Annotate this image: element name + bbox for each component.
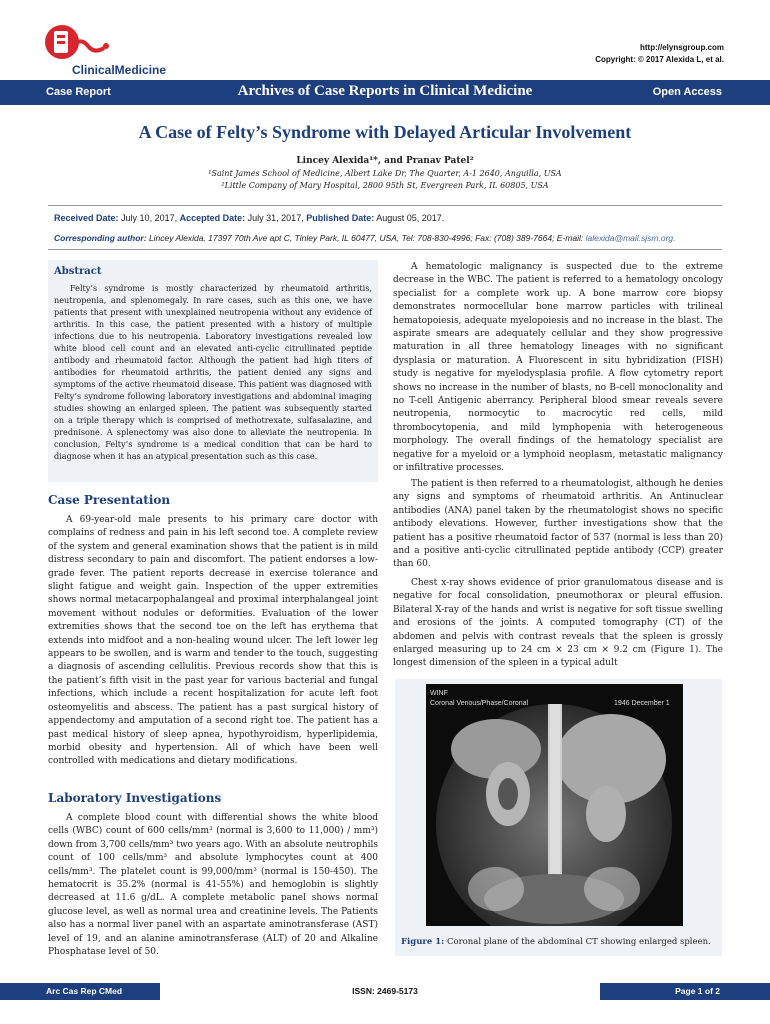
figure-caption: Figure 1: Coronal plane of the abdominal CT showing enlarged spleen. — [401, 937, 711, 947]
abstract-heading: Abstract — [54, 266, 102, 277]
authors: Lincey Alexida¹*, and Pranav Patel² — [296, 156, 474, 166]
journal-logo — [40, 22, 180, 80]
hematology-paragraph: A hematologic malignancy is suspected due to the extreme decrease in the WBC. The patient is referred to a hematology oncology specialist for a complete work up. A bone marrow core biopsy demonstrates normocellular bone marrow particles with trilineal hematopoiesis, adequate myelopoiesis and no increase in the blast. The aspirate smears are adequately cellular and they show progressive maturation in all three hematology lineages with no significant dysplasia or maturation. A Fluorescent in situ hybridization (FISH) study is negative for myelodysplasia profile. A flow cytometry report shows no increase in the number of blasts, no B-cell monoclonality and no T-cell Antigenic aberrancy. Peripheral blood smear reveals severe neutropenia, normocytic to macrocytic red cells, mild thrombocytopenia, and mild lymphopenia with heterogeneous morphology. The overall findings of the hematology specialist are negative for a myeloid or a lymphoid neoplasm, metastatic malignancy or infiltrative processes. — [393, 262, 723, 474]
abstract-box — [48, 260, 378, 482]
journal-url[interactable]: http://elynsgroup.com — [640, 43, 724, 52]
abstract-text: Felty’s syndrome is mostly characterized by rheumatoid arthritis, neutropenia, and splenomegaly. In rare cases, such as this one, we have patients that present with unexplained neutropenia without any evidence of arthritis. In this case, the patient presented with a history of multiple infections due to his neutropenia. Laboratory investigations revealed low white blood cell count and an elevated anti-cyclic citrullinated peptide antibody and rheumatoid factor. Although the patient had high titers of antibodies for rheumatoid arthritis, the patient denied any signs and symptoms of the active rheumatoid disease. This patient was diagnosed with Felty’s syndrome following laboratory investigations and abdominal imaging studies showing an enlarged spleen. The patient was subsequently started on a triple therapy which is comprised of methotrexate, sulfasalazine, and prednisone. A splenectomy was also done to alleviate the neutropenia. In conclusion, Felty’s syndrome is a medical condition that can be hard to diagnose when it has an atypical presentation such as this case. — [54, 283, 372, 461]
svg-text:1946 December 1: 1946 December 1 — [614, 700, 670, 707]
journal-url-block — [595, 42, 724, 66]
footer-issn: ISSN: 2469-5173 — [352, 986, 418, 996]
article-title: A Case of Felty’s Syndrome with Delayed Articular Involvement — [138, 122, 632, 142]
lab-text: A complete blood count with differential shows the white blood cells (WBC) count of 600 cells/mm³ (normal is 3,600 to 11,000) / mm³) down from 3,700 cells/mm³ two years ago. With an absolute neutrophils count of 100 cells/mm³ and absolute lymphocytes count at 400 cells/mm³. The platelet count is 99,000/mm³ (normal is 150-450). The hematocrit is 35.2% (normal is 41-55%) and hemoglobin is slightly decreased at 11.6 g/dL. A complete metabolic panel shows normal glucose level, as well as normal urea and creatinine levels. The Patients also has a normal liver panel with an aspartate aminotransferase (AST) level of 19, and an alanine aminotransferase (ALT) of 20 and Alkaline Phosphatase level of 50. — [48, 813, 378, 958]
footer-text — [0, 983, 770, 1000]
case-presentation-heading: Case Presentation — [48, 493, 171, 507]
svg-text:WINF: WINF — [430, 690, 448, 697]
affiliation-1: ¹Saint James School of Medicine, Albert Lake Dr, The Quarter, A-1 2640, Anguilla, USA — [208, 169, 562, 178]
rheumatology-paragraph: The patient is then referred to a rheumatologist, although he denies any signs and symptoms of rheumatoid arthritis. An Antinuclear antibodies (ANA) panel taken by the rheumatologist shows no specific antibody elevations. However, further investigations show that the patient has a positive rheumatoid factor of 537 (normal is less than 20) and a positive anti-cyclic citrullinated peptide antibody (CCP) greater than 60. — [393, 479, 723, 570]
email-link[interactable]: lalexida@mail.sjsm.org. — [585, 233, 676, 243]
figure-1 — [395, 679, 722, 956]
copyright: Copyright: © 2017 Alexida L, et al. — [595, 55, 724, 64]
article-type: Case Report — [46, 86, 111, 98]
svg-text:Coronal Venous/Phase/Coronal: Coronal Venous/Phase/Coronal — [430, 700, 529, 707]
imaging-paragraph: Chest x-ray shows evidence of prior granulomatous disease and is negative for focal consolidation, pneumothorax or pleural effusion. Bilateral X-ray of the hands and wrist is negative for soft tissue swelling and erosions of the joints. A computed tomography (CT) of the abdomen and pelvis with contrast reveals that the spleen is grossly enlarged measuring up to 24 cm × 23 cm × 9.2 cm (Figure 1). The longest dimension of the spleen in a typical adult — [393, 578, 723, 669]
journal-band — [0, 80, 770, 105]
open-access-label: Open Access — [652, 86, 722, 98]
case-presentation-text: A 69-year-old male presents to his primary care doctor with complains of redness and pain in his left second toe. A complete review of the system and general examination shows that the patient is in mild distress secondary to pain and discomfort. The patient endorses a low-grade fever. The patient reports decrease in exercise tolerance and slight fatigue and weight gain. Inspection of the upper extremities shows normal metacarpophalangeal and proximal interphalangeal joint movement without nodules or deformities. Evaluation of the lower extremities shows that the second toe on the left has erythema that extends into midfoot and a non-healing wound ulcer. The left lower leg appears to be swollen, and is warm and tender to the touch, suggesting a diagnosis of ascending cellulitis. Previous records show that this is the patient’s fifth visit in the past year for various bacterial and fungal infections, which include a recent hospitalization for acute left foot osteomyelitis and abscess. The patient has a past surgical history of appendectomy and amputation of a second right toe. The patient has a past medical history of sleep apnea, hypothyroidism, hyperlipidemia, morbid obesity and hypertension. All of which have been well controlled with medications and dietary modifications. — [48, 515, 378, 767]
footer-page-number: Page 1 of 2 — [675, 986, 720, 996]
affiliation-2: ²Little Company of Mary Hospital, 2800 95th St, Evergreen Park, IL 60805, USA — [221, 181, 549, 190]
footer-journal-abbrev: Arc Cas Rep CMed — [46, 986, 123, 996]
journal-title: Archives of Case Reports in Clinical Medicine — [237, 83, 533, 99]
dates-line: Received Date: July 10, 2017, Accepted Date: July 31, 2017, Published Date: August 05, 2017. — [54, 213, 445, 223]
svg-text:ClinicalMedicine: ClinicalMedicine — [72, 63, 167, 77]
corresponding-line: Corresponding author: Lincey Alexida, 17397 70th Ave apt C, Tinley Park, IL 60477, USA, Tel: 708-830-4996; Fax: (708) 389-7664; E-mail: lalexida@mail.sjsm.org. — [54, 233, 676, 243]
dates-box — [48, 205, 722, 250]
ct-scan-image — [426, 684, 683, 926]
lab-heading: Laboratory Investigations — [48, 791, 222, 805]
